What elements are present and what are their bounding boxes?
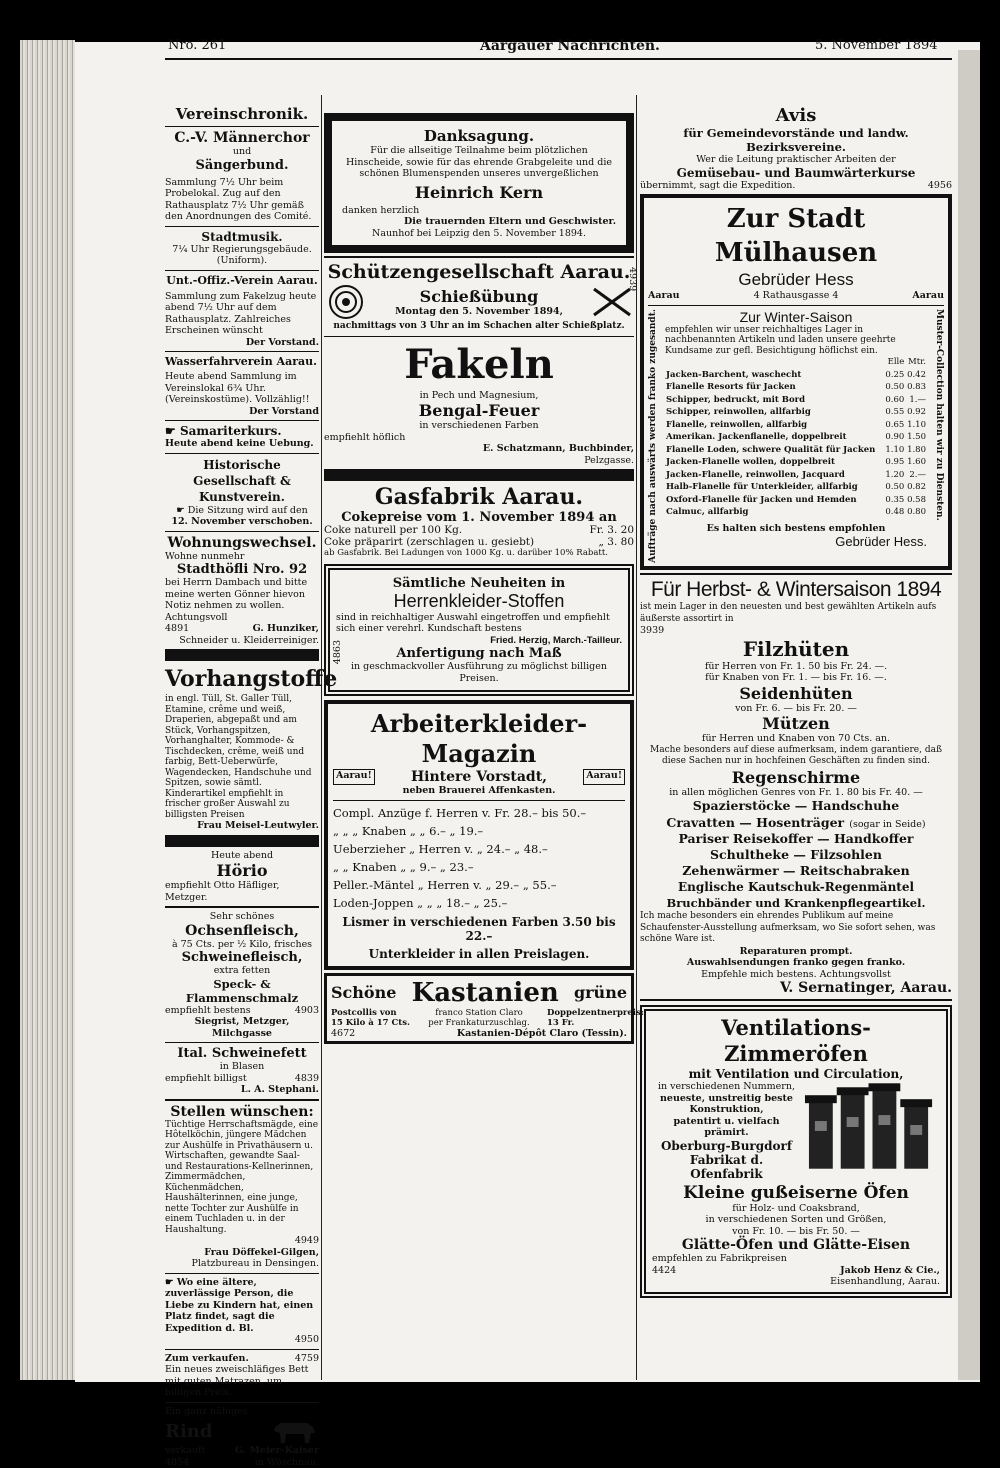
ad-signature: L. A. Stephani. xyxy=(165,1084,319,1096)
ad-text: Ein ganz nähiges xyxy=(165,1406,319,1418)
ad-text: für Holz- und Coaksbrand, xyxy=(652,1203,940,1215)
header-rule xyxy=(165,58,952,60)
ad-title: Zur Stadt Mülhausen xyxy=(648,202,944,270)
pointing-hand-icon: ☛ xyxy=(176,505,188,516)
ad-text: empfiehlt höflich xyxy=(324,432,634,444)
schuetzen-ad xyxy=(324,261,634,333)
ad-title: Schießübung xyxy=(395,287,563,306)
ad-text: neben Brauerei Affenkasten. xyxy=(333,785,625,797)
ad-text: Sammlung zum Fakelzug heute abend 7½ Uhr auf dem Rathausplatz. Zahlreiches Erscheinen wünscht xyxy=(165,291,319,337)
ad-text: Achtungsvollst xyxy=(820,969,891,980)
ad-text: in verschiedenen Farben xyxy=(324,420,634,432)
section-title: Vereinschronik. xyxy=(165,105,319,123)
ad-text: in allen möglichen Genres von Fr. 1. 80 bis Fr. 40. — xyxy=(640,787,952,799)
ad-title: Gasfabrik Aarau. xyxy=(324,484,634,510)
ad-number: 4863 xyxy=(332,640,344,664)
price-label: Coke naturell per 100 Kg. xyxy=(324,525,462,537)
ad-title: Unt.-Offiz.-Verein Aarau. xyxy=(165,274,319,287)
target-icon xyxy=(324,283,368,321)
ad-title: mit Ventilation und Circulation, xyxy=(652,1067,940,1081)
ad-text: 12. November verschoben. xyxy=(165,516,319,528)
page-edge xyxy=(958,50,980,1380)
ad-text: patentirt u. vielfach prämirt. xyxy=(652,1116,801,1139)
ad-text: Mache besonders auf diese aufmerksam, indem garantiere, daß diese Sachen nur in hochfeinen Geschäften zu finden sind. xyxy=(640,745,952,768)
ad-title: Stadthöfli Nro. 92 xyxy=(165,562,319,577)
price-row: Compl. Anzüge f. Herren v. Fr. 28.– bis 50.– xyxy=(333,804,625,822)
ad-text: Es halten sich bestens empfohlen xyxy=(665,523,927,535)
ad-signature: Frau Meisel-Leutwyler. xyxy=(165,820,319,832)
ad-title: Ital. Schweinefett xyxy=(165,1046,319,1061)
ad-number: 3939 xyxy=(640,625,952,637)
ad-title: Gebrüder Hess xyxy=(648,270,944,290)
table-row: Jacken-Flanelle wollen, doppelbreit 0.95 1.60 xyxy=(665,456,927,469)
sernatinger-ad xyxy=(640,578,952,996)
ad-number: 4854 xyxy=(165,1457,189,1468)
table-row: Jacken-Barchent, waschecht 0.25 0.42 xyxy=(665,369,927,382)
column-divider xyxy=(321,95,322,1380)
ad-title: Hörio xyxy=(165,861,319,880)
ad-label: Aarau! xyxy=(333,769,375,785)
table-row: Oxford-Flanelle für Jacken und Hemden 0.35 0.58 xyxy=(665,494,927,507)
ad-label: Aarau! xyxy=(583,769,625,785)
ad-text: Heute abend Sammlung im Vereinslokal 6¾ Uhr. (Vereinskostüme). Vollzählig!! xyxy=(165,371,319,406)
ad-text: verkauft xyxy=(165,1445,205,1457)
ad-text: extra fetten xyxy=(165,965,319,977)
ad-title: Ochsenfleisch, xyxy=(165,923,319,939)
table-row: Flanelle Resorts für Jacken 0.50 0.83 xyxy=(665,381,927,394)
ad-number: 4424 xyxy=(652,1265,676,1277)
ad-title: Pariser Reisekoffer — Handkoffer xyxy=(640,831,952,847)
ad-title: Speck- & Flammenschmalz xyxy=(165,977,319,1005)
pointing-hand-icon: ☛ xyxy=(165,1277,177,1288)
ad-signature: Fried. Herzig, March.-Tailleur. xyxy=(336,635,622,647)
ad-title: Zum verkaufen. xyxy=(165,1353,249,1365)
ad-text: danken herzlich xyxy=(342,205,616,217)
ad-text: Wer die Leitung praktischer Arbeiten der xyxy=(640,154,952,166)
ad-text: übernimmt, sagt die Expedition. xyxy=(640,180,795,192)
ad-title: Spazierstöcke — Handschuhe xyxy=(640,798,952,814)
kastanien-ad xyxy=(324,973,634,1045)
table-row: Jacken-Flanelle, reinwollen, Jacquard 1.20 2.— xyxy=(665,469,927,482)
ad-number: 4891 xyxy=(165,623,189,635)
ad-number: 4949 xyxy=(165,1235,319,1247)
ad-text: bei Herrn Dambach und bitte meine werten Gönner hievon Notiz nehmen zu wollen. xyxy=(165,577,319,612)
ad-title: Schützengesellschaft Aarau. xyxy=(324,261,634,283)
price-row: „ „ Knaben „ „ 9.– „ 23.– xyxy=(333,858,625,876)
ad-text: Heute abend xyxy=(165,850,319,862)
ventilations-ad xyxy=(640,1005,952,1298)
ad-signature: Siegrist, Metzger, Milchgasse xyxy=(165,1016,319,1039)
ad-number: 4759 xyxy=(295,1353,319,1365)
table-row: Schipper, bedruckt, mit Bord 0.60 1.— xyxy=(665,394,927,407)
ad-text: Oberburg-Burgdorf xyxy=(652,1139,801,1153)
price-row: Ueberzieher „ Herren v. „ 24.– „ 48.– xyxy=(333,840,625,858)
herrenkleider-ad xyxy=(324,564,634,697)
ad-signature: Platzbureau in Densingen. xyxy=(165,1258,319,1270)
table-row: Flanelle Loden, schwere Qualität für Jacken 1.10 1.80 xyxy=(665,444,927,457)
ad-text: Fabrikat d. Ofenfabrik xyxy=(652,1153,801,1181)
ad-text: Empfehle mich bestens. xyxy=(701,969,817,980)
ad-text: in Pech und Magnesium, xyxy=(324,390,634,402)
ad-text: Aarau xyxy=(912,290,944,302)
ad-text: Postcollis von 15 Kilo à 17 Cts. xyxy=(331,1008,411,1028)
ad-text: in engl. Tüll, St. Galler Tüll, Etamine, crême und weiß, Draperien, abgepaßt und am Stück, Vorhangspitzen, Vorhanghalter, Kommode- & Tischdecken, crême, weiß und farbig, Bett-Ueberwürfe, Wagendecken, Handschuhe und Spitzen, sowie sämtl. Kinderartikel empfiehlt in frischer großer Auswahl zu billigsten Preisen xyxy=(165,694,319,820)
price-table xyxy=(665,356,927,519)
ad-title: Cravatten — Hosenträger xyxy=(666,815,844,830)
ad-title: Ventilations-Zimmeröfen xyxy=(652,1015,940,1067)
ad-text: für Herren von Fr. 1. 50 bis Fr. 24. —. xyxy=(640,661,952,673)
ad-text: Ich mache besonders ein ehrendes Publikum auf meine Schaufenster-Ausstellung aufmerksam, wo Sie sofort sehen, was schöne Ware ist. xyxy=(640,911,952,946)
ad-text: in verschiedenen Nummern, xyxy=(652,1081,801,1093)
fakeln-ad xyxy=(324,340,634,467)
ad-signature: E. Schatzmann, Buchbinder, xyxy=(324,443,634,455)
ad-text: per Frankaturzuschlag. xyxy=(428,1018,529,1028)
ad-title: Stadtmusik. xyxy=(165,230,319,244)
ad-text: Aufträge nach auswärts werden franko zugesandt. xyxy=(648,309,662,563)
cow-icon xyxy=(271,1417,319,1445)
ad-title: Arbeiterkleider-Magazin xyxy=(333,709,625,769)
table-header: Elle xyxy=(884,356,906,369)
ad-number: 4950 xyxy=(165,1334,319,1346)
ad-text: Auswahlsendungen franko gegen franko. xyxy=(640,957,952,969)
ad-signature: V. Sernatinger, Aarau. xyxy=(640,980,952,996)
ad-title: Kleine gußeiserne Öfen xyxy=(652,1183,940,1203)
ad-signature: Jakob Henz & Cie., xyxy=(840,1265,940,1277)
ad-text: empfehlen wir unser reichhaltiges Lager in nachbenannten Artikeln und laden unsere geehrte Kundsame zur gefl. Besichtigung höflichst ein. xyxy=(665,325,927,357)
ad-text: Wohne nunmehr xyxy=(165,551,319,563)
ad-text: Tüchtige Herrschaftsmägde, eine Hôtelköchin, jüngere Mädchen zur Aushülfe in Privathäusern u. Wirtschaften, gewandte Saal- und Restaurations-Kellnerinnen, Zimmermädchen, Küchenmädchen, Haushälterinnen, eine junge, nette Tochter zur Aushülfe in einem Tuchladen u. in der Haushaltung. xyxy=(165,1120,319,1236)
ad-title: Bruchbänder und Krankenpflegeartikel. xyxy=(640,895,952,911)
ad-title: Anfertigung nach Maß xyxy=(336,646,622,661)
ad-text: von Fr. 10. — bis Fr. 50. — xyxy=(652,1226,940,1238)
ad-title: für Gemeindevorstände und landw. Bezirksvereine. xyxy=(640,126,952,154)
ad-title: Zur Winter-Saison xyxy=(665,309,927,325)
ad-text: sind in reichhaltiger Auswahl eingetroffen und empfiehlt sich einer verehrl. Kundschaft bestens xyxy=(336,612,622,635)
ad-text: nachmittags von 3 Uhr an im Schachen alter Schießplatz. xyxy=(324,321,634,333)
ad-text: Die Sitzung wird auf den xyxy=(188,505,308,516)
price-label: Coke präparirt (zerschlagen u. gesiebt) xyxy=(324,537,534,549)
ad-text: Pelzgasse. xyxy=(324,455,634,467)
ad-title: Samariterkurs. xyxy=(180,424,282,438)
ad-number: 4939 xyxy=(627,267,639,291)
pointing-hand-icon: ☛ xyxy=(165,424,180,438)
ad-title: Mützen xyxy=(640,714,952,733)
ad-text: franco Station Claro xyxy=(435,1008,523,1018)
ad-text: Für die allseitige Teilnahme beim plötzlichen Hinscheide, sowie für das ehrende Grabgeleite und die schönen Blumenspenden unseres unvergeßlichen xyxy=(342,145,616,180)
ad-title: Lismer in verschiedenen Farben 3.50 bis 22.– xyxy=(333,915,625,943)
ad-text: Doppelzentnerpreis: 13 Fr. xyxy=(547,1008,627,1028)
ad-text: ist mein Lager in den neuesten und best gewählten Artikeln aufs äußerste assortirt in xyxy=(640,602,952,625)
ad-title: Avis xyxy=(640,105,952,126)
ad-title: Sängerbund. xyxy=(165,158,319,173)
price-row: „ „ „ Knaben „ „ 6.– „ 19.– xyxy=(333,822,625,840)
newspaper-title: Aargauer Nachrichten. xyxy=(480,38,660,54)
ad-text: Wo eine ältere, zuverlässige Person, die Liebe zu Kindern hat, einen Platz findet, sagt die Expedition d. Bl. xyxy=(165,1277,313,1334)
ad-text: Sammlung 7½ Uhr beim Probelokal. Zug auf den Rathausplatz 7½ Uhr gemäß den Anordnungen des Comité. xyxy=(165,177,319,223)
ad-text: empfiehlt billigst xyxy=(165,1073,247,1085)
ad-title: Bengal-Feuer xyxy=(324,401,634,420)
ad-text: 7¼ Uhr Regierungsgebäude. (Uniform). xyxy=(165,244,319,267)
ad-title: Heinrich Kern xyxy=(342,183,616,202)
book-spine xyxy=(20,40,75,1380)
price-row: Peller.-Mäntel „ Herren v. „ 29.– „ 55.– xyxy=(333,876,625,894)
table-row: Amerikan. Jackenflanelle, doppelbreit 0.90 1.50 xyxy=(665,431,927,444)
ad-title: Herrenkleider-Stoffen xyxy=(336,591,622,612)
ad-text: 4 Rathausgasse 4 xyxy=(754,290,839,302)
ad-signature: Der Vorstand xyxy=(165,406,319,418)
ad-text: Reparaturen prompt. xyxy=(640,946,952,958)
ad-text: empfiehlt Otto Häfliger, Metzger. xyxy=(165,880,319,903)
table-row: Calmuc, allfarbig 0.48 0.80 xyxy=(665,506,927,519)
ad-title: Seidenhüten xyxy=(640,684,952,703)
gasfabrik-ad xyxy=(324,484,634,560)
column-3 xyxy=(640,105,952,1302)
ad-text: (sogar in Seide) xyxy=(849,819,925,830)
ad-title: Hintere Vorstadt, xyxy=(411,769,547,785)
avis-ad xyxy=(640,105,952,191)
ad-title: C.-V. Männerchor xyxy=(165,130,319,146)
column-1 xyxy=(165,105,319,1468)
ad-signature: Der Vorstand. xyxy=(165,337,319,349)
table-row: Schipper, reinwollen, allfarbig 0.55 0.92 xyxy=(665,406,927,419)
ad-signature: Die trauernden Eltern und Geschwister. xyxy=(342,216,616,228)
muelhausen-ad xyxy=(640,194,952,570)
ad-text: von Fr. 6. — bis Fr. 20. — xyxy=(640,703,952,715)
ad-text: Achtungsvoll xyxy=(165,612,319,624)
ad-title: Wasserfahrverein Aarau. xyxy=(165,355,319,368)
danksagung-ad xyxy=(324,113,634,253)
issue-date: 5. November 1894 xyxy=(815,38,938,53)
price-row: Loden-Joppen „ „ „ 18.– „ 25.– xyxy=(333,894,625,912)
ad-title: Cokepreise vom 1. November 1894 an xyxy=(324,510,634,525)
ad-title: Gemüsebau- und Baumwärterkurse xyxy=(640,166,952,180)
ad-text: empfiehlt bestens xyxy=(165,1005,251,1017)
ad-title: Historische Gesellschaft & Kunstverein. xyxy=(165,457,319,505)
ad-signature: Schneider u. Kleiderreiniger. xyxy=(165,635,319,647)
ad-text: und xyxy=(165,146,319,158)
ad-signature: Gebrüder Hess. xyxy=(665,534,927,549)
ad-signature: G. Hunziker, xyxy=(253,623,319,635)
ad-signature: G. Meier-Kaiser xyxy=(235,1445,319,1457)
ad-title: Wohnungswechsel. xyxy=(165,535,319,551)
ad-number: 4839 xyxy=(295,1073,319,1085)
ad-title: Unterkleider in allen Preislagen. xyxy=(333,947,625,961)
ad-text: für Knaben von Fr. 1. — bis Fr. 16. —. xyxy=(640,672,952,684)
ad-signature: Frau Döffekel-Gilgen, xyxy=(165,1247,319,1259)
ad-number: 4956 xyxy=(928,180,952,192)
stoves-illustration xyxy=(801,1081,940,1173)
ad-title: Danksagung. xyxy=(342,127,616,145)
ad-title: Für Herbst- & Wintersaison 1894 xyxy=(640,578,952,602)
ad-text: in Blasen xyxy=(165,1061,319,1073)
table-row: Halb-Flanelle für Unterkleider, allfarbig 0.50 0.82 xyxy=(665,481,927,494)
ad-text: Heute abend keine Uebung. xyxy=(165,438,319,450)
table-row: Flanelle, reinwollen, allfarbig 0.65 1.10 xyxy=(665,419,927,432)
ad-text: à 75 Cts. per ½ Kilo, frisches xyxy=(165,939,319,951)
ad-title: Schweinefleisch, xyxy=(165,950,319,965)
ad-text: Sämtliche Neuheiten in xyxy=(336,576,622,591)
issue-number: Nro. 261 xyxy=(168,38,226,53)
ad-title: Zehenwärmer — Reitschabraken xyxy=(640,863,952,879)
ad-text: ab Gasfabrik. Bei Ladungen von 1000 Kg. u. darüber 10% Rabatt. xyxy=(324,548,634,560)
ad-signature: Kastanien-Dépôt Claro (Tessin). xyxy=(457,1028,627,1040)
ad-title: Fakeln xyxy=(324,340,634,390)
ad-text: in verschiedenen Sorten und Größen, xyxy=(652,1214,940,1226)
ad-number: 4903 xyxy=(295,1005,319,1017)
ad-title: Rind xyxy=(165,1421,212,1442)
ad-title: Schultheke — Filzsohlen xyxy=(640,847,952,863)
ad-title: Regenschirme xyxy=(640,768,952,787)
ad-title: grüne xyxy=(574,983,627,1002)
ad-text: Sehr schönes xyxy=(165,911,319,923)
arbeiterkleider-ad xyxy=(324,700,634,970)
ad-text: Muster-Collection halten wir zu Diensten. xyxy=(930,309,944,563)
ad-text: für Herren und Knaben von 70 Cts. an. xyxy=(640,733,952,745)
ad-title: Vorhangstoffe xyxy=(165,664,319,694)
price-value: Fr. 3. 20 xyxy=(589,525,634,537)
ad-text: empfehlen zu Fabrikpreisen xyxy=(652,1253,940,1265)
ad-title: Filzhüten xyxy=(640,637,952,661)
ad-text: Konstruktion, xyxy=(652,1104,801,1116)
ad-number: 4672 xyxy=(331,1028,355,1040)
ad-text: Naunhof bei Leipzig den 5. November 1894. xyxy=(342,228,616,240)
ad-title: Stellen wünschen: xyxy=(165,1104,319,1120)
ad-text: Ein neues zweischläfiges Bett mit guten Matrazen, um billigen Preis. xyxy=(165,1364,319,1399)
ad-title: Kastanien xyxy=(412,978,559,1008)
ad-title: Schöne xyxy=(331,983,396,1002)
ad-text: Aarau xyxy=(648,290,680,302)
ad-signature: Eisenhandlung, Aarau. xyxy=(652,1276,940,1288)
table-header: Mtr. xyxy=(905,356,927,369)
price-value: „ 3. 80 xyxy=(599,537,635,549)
ad-text: in Wöschnau. xyxy=(255,1457,319,1468)
ad-text: Montag den 5. November 1894, xyxy=(395,306,563,318)
ad-title: Glätte-Öfen und Glätte-Eisen xyxy=(652,1237,940,1253)
ad-text: in geschmackvoller Ausführung zu möglichst billigen Preisen. xyxy=(336,661,622,684)
ad-text: neueste, unstreitig beste xyxy=(652,1093,801,1105)
column-2 xyxy=(324,110,634,1047)
ad-title: Englische Kautschuk-Regenmäntel xyxy=(640,879,952,895)
